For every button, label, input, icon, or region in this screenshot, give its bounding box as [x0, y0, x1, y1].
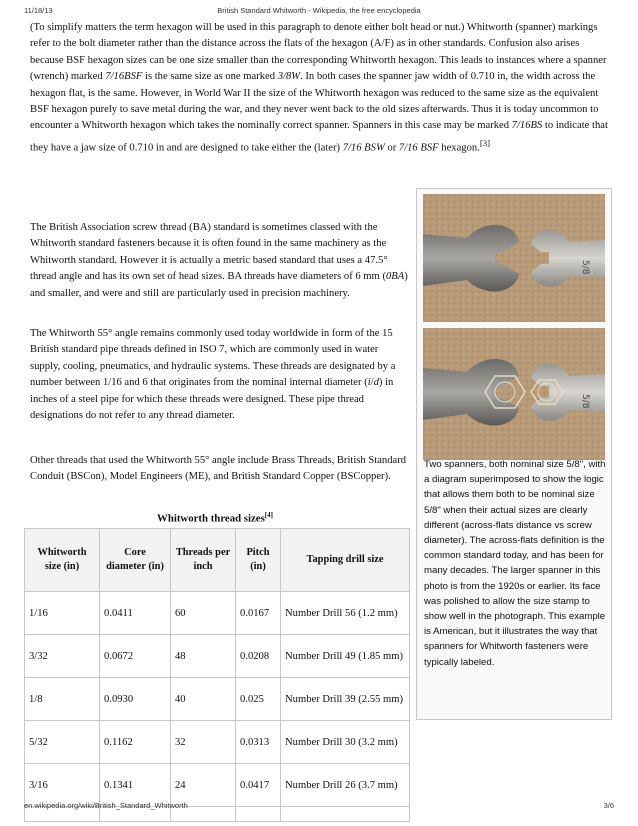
cell-threads-per-inch: 24 — [171, 764, 236, 807]
paragraph-ba-thread: The British Association screw thread (BA) standard is sometimes classed with the Whitworth standard fasteners because it is often found in the same machinery as the Whitworth standard. However it is actually a metric based standard that uses a 47.5° thread angle and has its own set of head sizes. BA threads have diameters of 6 mm (0BA) and smaller, and were and still are particularly used in precision machinery. — [30, 222, 408, 299]
cell-core-diameter: 0.0930 — [100, 678, 171, 721]
cell-size: 3/16 — [25, 764, 100, 807]
print-footer — [0, 801, 638, 815]
table-row — [25, 635, 410, 678]
cell-core-diameter: 0.0411 — [100, 592, 171, 635]
cell-pitch: 0.0313 — [236, 721, 281, 764]
print-title: British Standard Whitworth - Wikipedia, the free encyclopedia — [217, 6, 421, 15]
cell-size: 3/32 — [25, 635, 100, 678]
spanner-figure — [416, 188, 612, 720]
header-threads-per-inch: Threads per inch — [171, 529, 236, 592]
cell-pitch: 0.0208 — [236, 635, 281, 678]
cell-threads-per-inch: 32 — [171, 721, 236, 764]
spanner-photo[interactable] — [423, 194, 605, 460]
cell-size: 1/16 — [25, 592, 100, 635]
paragraph-hexagon-markings: (To simplify matters the term hexagon will be used in this paragraph to denote either bolt head or nut.) Whitworth (spanner) markings refer to the bolt diameter rather than the distance across the flats of the hexagon (A/F) as in other standards. Confusion also arises because BSF hexagon sizes can be one size smaller than the corresponding Whitworth hexagon. This leads to instances where a spanner (wrench) marked 7/16BSF is the same size as one marked 3/8W. In both cases the spanner jaw width of 0.710 in, the width across the hexagon flat, is the same. However, in World War II the size of the Whitworth hexagon was reduced to the same size as the equivalent BSF hexagon purely to save metal during the war, and they never went back to the old sizes afterwards. Thus it is today uncommon to encounter a Whitworth hexagon which takes the nominally correct spanner. Spanners in this case may be marked 7/16BS to indicate that they have a jaw size of 0.710 in and are designed to take either the (later) 7/16 BSW or 7/16 BSF hexagon.[3] — [30, 22, 608, 154]
spanner-stamp-top: 5/8 — [580, 260, 590, 275]
cell-threads-per-inch: 60 — [171, 592, 236, 635]
cell-tapping-drill: Number Drill 39 (2.55 mm) — [281, 678, 410, 721]
cell-tapping-drill: Number Drill 49 (1.85 mm) — [281, 635, 410, 678]
spanners-photo-top — [423, 194, 605, 322]
header-pitch: Pitch (in) — [236, 529, 281, 592]
page-url: en.wikipedia.org/wiki/British_Standard_Whitworth — [24, 801, 188, 810]
paragraph-other-threads: Other threads that used the Whitworth 55° angle include Brass Threads, British Standard Conduit (BSCon), Model Engineers (ME), and British Standard Copper (BSCopper). — [30, 455, 407, 483]
cell-pitch: 0.0417 — [236, 764, 281, 807]
cell-core-diameter: 0.0672 — [100, 635, 171, 678]
paragraph-pipe-threads: The Whitworth 55° angle remains commonly used today worldwide in form of the 15 British standard pipe threads defined in ISO 7, which are commonly used in water supply, cooling, pneumatics, and hydraulic systems. These threads are designated by a number between 1/16 and 6 that originates from the nominal internal diameter (i/d) in inches of a steel pipe for which these threads were designed. These pipe thread designations do not refer to any thread diameter. — [30, 328, 396, 422]
print-date: 11/18/13 — [24, 6, 53, 15]
cell-pitch: 0.0167 — [236, 592, 281, 635]
table-row — [25, 592, 410, 635]
cell-tapping-drill: Number Drill 26 (3.7 mm) — [281, 764, 410, 807]
print-header — [0, 4, 638, 18]
page-number: 3/6 — [603, 801, 614, 810]
cell-size: 5/32 — [25, 721, 100, 764]
reference-link-4[interactable]: [4] — [264, 511, 273, 519]
figure-caption: Two spanners, both nominal size 5/8", with a diagram superimposed to show the logic that allows them both to be nominal size 5/8" when their actual sizes are clearly different (across-flats distance vs screw diameter). The across-flats definition is the common standard today, and has been for many decades. The larger spanner in this photo is from the 1920s or earlier. Its face was polished to allow the size stamp to show well in the photograph. This example is American, but it illustrates the way that spanners for Whitworth fasteners were typically labeled. — [424, 459, 606, 668]
link-british-association-screw-thread[interactable]: British Association screw thread — [49, 222, 187, 233]
cell-tapping-drill: Number Drill 56 (1.2 mm) — [281, 592, 410, 635]
cell-core-diameter: 0.1341 — [100, 764, 171, 807]
header-core-diameter: Core diameter (in) — [100, 529, 171, 592]
cell-tapping-drill: Number Drill 30 (3.2 mm) — [281, 721, 410, 764]
cell-core-diameter: 0.1162 — [100, 721, 171, 764]
header-whitworth-size: Whitworth size (in) — [25, 529, 100, 592]
cell-threads-per-inch: 40 — [171, 678, 236, 721]
spanner-stamp-bottom: 5/8 — [580, 394, 590, 409]
spanners-photo-bottom — [423, 328, 605, 460]
whitworth-thread-sizes-table — [24, 528, 410, 822]
reference-link-3[interactable]: [3] — [479, 137, 491, 148]
cell-threads-per-inch: 48 — [171, 635, 236, 678]
table-row — [25, 678, 410, 721]
header-tapping-drill-size: Tapping drill size — [281, 529, 410, 592]
cell-pitch: 0.025 — [236, 678, 281, 721]
table-header-row — [25, 529, 410, 592]
table-row — [25, 721, 410, 764]
cell-size: 1/8 — [25, 678, 100, 721]
table-caption: Whitworth thread sizes[4] — [157, 511, 273, 525]
